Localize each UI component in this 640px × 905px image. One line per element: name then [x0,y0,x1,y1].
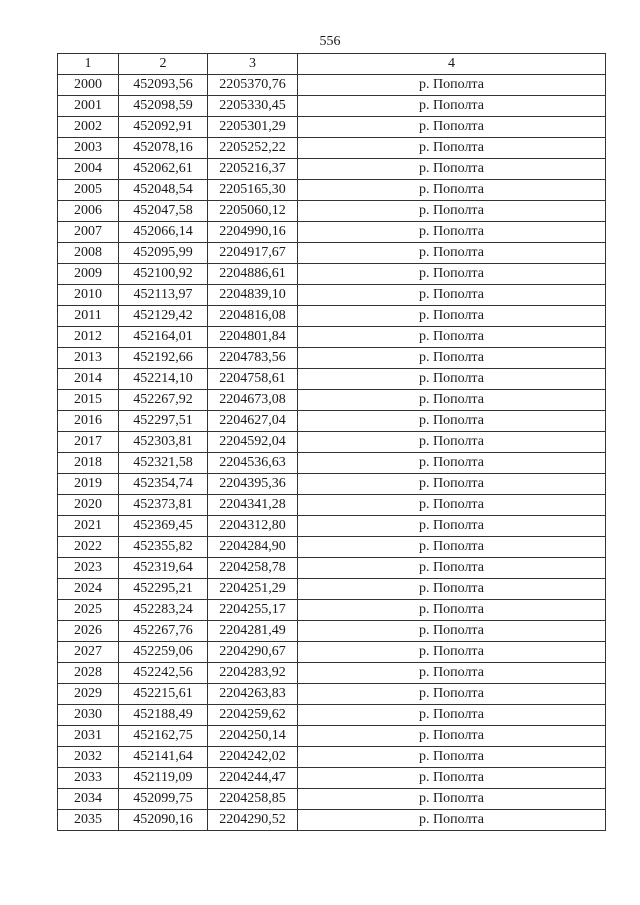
cell-point-number: 2031 [58,726,119,747]
cell-point-number: 2011 [58,306,119,327]
table-row [58,369,606,390]
cell-x-coordinate: 452129,42 [119,306,208,327]
cell-y-coordinate: 2205252,22 [208,138,298,159]
cell-point-number: 2009 [58,264,119,285]
cell-y-coordinate: 2204258,85 [208,789,298,810]
cell-y-coordinate: 2204250,14 [208,726,298,747]
cell-description: р. Пополта [298,222,606,243]
cell-point-number: 2020 [58,495,119,516]
table-row [58,747,606,768]
cell-point-number: 2022 [58,537,119,558]
cell-point-number: 2029 [58,684,119,705]
cell-y-coordinate: 2204673,08 [208,390,298,411]
cell-y-coordinate: 2204816,08 [208,306,298,327]
cell-y-coordinate: 2205330,45 [208,96,298,117]
cell-y-coordinate: 2204341,28 [208,495,298,516]
cell-x-coordinate: 452283,24 [119,600,208,621]
cell-y-coordinate: 2205216,37 [208,159,298,180]
table-row [58,411,606,432]
cell-point-number: 2005 [58,180,119,201]
table-row [58,432,606,453]
cell-x-coordinate: 452113,97 [119,285,208,306]
cell-point-number: 2030 [58,705,119,726]
table-row [58,642,606,663]
header-col-3: 3 [208,54,298,75]
cell-description: р. Пополта [298,684,606,705]
cell-x-coordinate: 452259,06 [119,642,208,663]
cell-y-coordinate: 2204259,62 [208,705,298,726]
cell-x-coordinate: 452321,58 [119,453,208,474]
table-row [58,768,606,789]
table-row [58,285,606,306]
cell-description: р. Пополта [298,390,606,411]
cell-x-coordinate: 452214,10 [119,369,208,390]
cell-point-number: 2017 [58,432,119,453]
table-row [58,726,606,747]
cell-point-number: 2002 [58,117,119,138]
cell-y-coordinate: 2205060,12 [208,201,298,222]
cell-y-coordinate: 2204255,17 [208,600,298,621]
table-row [58,264,606,285]
table-row [58,159,606,180]
cell-y-coordinate: 2204263,83 [208,684,298,705]
cell-x-coordinate: 452355,82 [119,537,208,558]
table-row [58,558,606,579]
cell-x-coordinate: 452297,51 [119,411,208,432]
page-number: 556 [319,34,341,49]
cell-x-coordinate: 452047,58 [119,201,208,222]
cell-description: р. Пополта [298,243,606,264]
table-row [58,96,606,117]
cell-x-coordinate: 452099,75 [119,789,208,810]
table-row [58,306,606,327]
cell-description: р. Пополта [298,369,606,390]
cell-point-number: 2001 [58,96,119,117]
cell-x-coordinate: 452373,81 [119,495,208,516]
cell-description: р. Пополта [298,810,606,831]
table-row [58,621,606,642]
cell-y-coordinate: 2205370,76 [208,75,298,96]
table-row [58,201,606,222]
cell-point-number: 2004 [58,159,119,180]
cell-point-number: 2014 [58,369,119,390]
cell-description: р. Пополта [298,663,606,684]
cell-point-number: 2027 [58,642,119,663]
cell-description: р. Пополта [298,453,606,474]
cell-point-number: 2024 [58,579,119,600]
cell-x-coordinate: 452093,56 [119,75,208,96]
cell-description: р. Пополта [298,579,606,600]
cell-x-coordinate: 452095,99 [119,243,208,264]
table-row [58,810,606,831]
cell-x-coordinate: 452164,01 [119,327,208,348]
table-row [58,579,606,600]
cell-y-coordinate: 2204281,49 [208,621,298,642]
table-header [58,54,606,75]
cell-description: р. Пополта [298,642,606,663]
coordinates-table-container [57,53,605,831]
cell-y-coordinate: 2204251,29 [208,579,298,600]
cell-y-coordinate: 2204290,67 [208,642,298,663]
cell-x-coordinate: 452048,54 [119,180,208,201]
table-row [58,222,606,243]
cell-x-coordinate: 452267,76 [119,621,208,642]
cell-point-number: 2019 [58,474,119,495]
cell-point-number: 2032 [58,747,119,768]
table-row [58,453,606,474]
cell-x-coordinate: 452242,56 [119,663,208,684]
cell-description: р. Пополта [298,537,606,558]
table-row [58,684,606,705]
table-row [58,390,606,411]
cell-description: р. Пополта [298,306,606,327]
table-row [58,327,606,348]
cell-description: р. Пополта [298,474,606,495]
cell-y-coordinate: 2204244,47 [208,768,298,789]
cell-point-number: 2015 [58,390,119,411]
cell-x-coordinate: 452141,64 [119,747,208,768]
cell-point-number: 2008 [58,243,119,264]
cell-point-number: 2003 [58,138,119,159]
cell-y-coordinate: 2204783,56 [208,348,298,369]
cell-point-number: 2028 [58,663,119,684]
cell-y-coordinate: 2204886,61 [208,264,298,285]
cell-description: р. Пополта [298,180,606,201]
cell-description: р. Пополта [298,201,606,222]
cell-point-number: 2025 [58,600,119,621]
cell-y-coordinate: 2204312,80 [208,516,298,537]
cell-x-coordinate: 452188,49 [119,705,208,726]
cell-description: р. Пополта [298,705,606,726]
cell-description: р. Пополта [298,516,606,537]
cell-point-number: 2034 [58,789,119,810]
cell-y-coordinate: 2204801,84 [208,327,298,348]
cell-y-coordinate: 2204592,04 [208,432,298,453]
cell-x-coordinate: 452295,21 [119,579,208,600]
cell-x-coordinate: 452303,81 [119,432,208,453]
cell-point-number: 2006 [58,201,119,222]
cell-y-coordinate: 2204284,90 [208,537,298,558]
cell-point-number: 2013 [58,348,119,369]
cell-description: р. Пополта [298,75,606,96]
cell-x-coordinate: 452119,09 [119,768,208,789]
cell-y-coordinate: 2205301,29 [208,117,298,138]
cell-x-coordinate: 452192,66 [119,348,208,369]
cell-description: р. Пополта [298,768,606,789]
cell-x-coordinate: 452090,16 [119,810,208,831]
cell-point-number: 2012 [58,327,119,348]
table-row [58,474,606,495]
cell-description: р. Пополта [298,789,606,810]
cell-y-coordinate: 2204283,92 [208,663,298,684]
coordinates-table [57,53,606,831]
table-body [58,75,606,831]
table-row [58,537,606,558]
cell-description: р. Пополта [298,600,606,621]
cell-point-number: 2035 [58,810,119,831]
cell-x-coordinate: 452354,74 [119,474,208,495]
cell-description: р. Пополта [298,285,606,306]
cell-point-number: 2000 [58,75,119,96]
cell-x-coordinate: 452078,16 [119,138,208,159]
cell-description: р. Пополта [298,558,606,579]
cell-y-coordinate: 2204395,36 [208,474,298,495]
cell-x-coordinate: 452319,64 [119,558,208,579]
table-row [58,75,606,96]
table-row [58,789,606,810]
table-row [58,516,606,537]
cell-description: р. Пополта [298,159,606,180]
cell-x-coordinate: 452062,61 [119,159,208,180]
cell-point-number: 2026 [58,621,119,642]
cell-x-coordinate: 452098,59 [119,96,208,117]
table-row [58,180,606,201]
cell-y-coordinate: 2204627,04 [208,411,298,432]
table-row [58,705,606,726]
cell-description: р. Пополта [298,726,606,747]
cell-description: р. Пополта [298,747,606,768]
cell-point-number: 2007 [58,222,119,243]
header-row [58,54,606,75]
cell-description: р. Пополта [298,432,606,453]
cell-point-number: 2023 [58,558,119,579]
cell-description: р. Пополта [298,495,606,516]
cell-x-coordinate: 452092,91 [119,117,208,138]
cell-x-coordinate: 452066,14 [119,222,208,243]
table-row [58,138,606,159]
cell-point-number: 2010 [58,285,119,306]
cell-description: р. Пополта [298,327,606,348]
cell-point-number: 2016 [58,411,119,432]
header-col-4: 4 [298,54,606,75]
cell-y-coordinate: 2204839,10 [208,285,298,306]
cell-y-coordinate: 2204536,63 [208,453,298,474]
cell-x-coordinate: 452369,45 [119,516,208,537]
cell-x-coordinate: 452267,92 [119,390,208,411]
cell-description: р. Пополта [298,264,606,285]
table-row [58,243,606,264]
header-col-1: 1 [58,54,119,75]
cell-y-coordinate: 2204917,67 [208,243,298,264]
cell-y-coordinate: 2204258,78 [208,558,298,579]
cell-description: р. Пополта [298,117,606,138]
header-col-2: 2 [119,54,208,75]
table-row [58,117,606,138]
cell-description: р. Пополта [298,411,606,432]
cell-description: р. Пополта [298,96,606,117]
cell-point-number: 2018 [58,453,119,474]
cell-y-coordinate: 2204290,52 [208,810,298,831]
cell-x-coordinate: 452162,75 [119,726,208,747]
cell-y-coordinate: 2204242,02 [208,747,298,768]
table-row [58,663,606,684]
cell-y-coordinate: 2205165,30 [208,180,298,201]
cell-description: р. Пополта [298,138,606,159]
cell-y-coordinate: 2204758,61 [208,369,298,390]
cell-point-number: 2033 [58,768,119,789]
cell-y-coordinate: 2204990,16 [208,222,298,243]
cell-description: р. Пополта [298,621,606,642]
cell-x-coordinate: 452215,61 [119,684,208,705]
cell-x-coordinate: 452100,92 [119,264,208,285]
table-row [58,600,606,621]
table-row [58,495,606,516]
cell-description: р. Пополта [298,348,606,369]
table-row [58,348,606,369]
cell-point-number: 2021 [58,516,119,537]
